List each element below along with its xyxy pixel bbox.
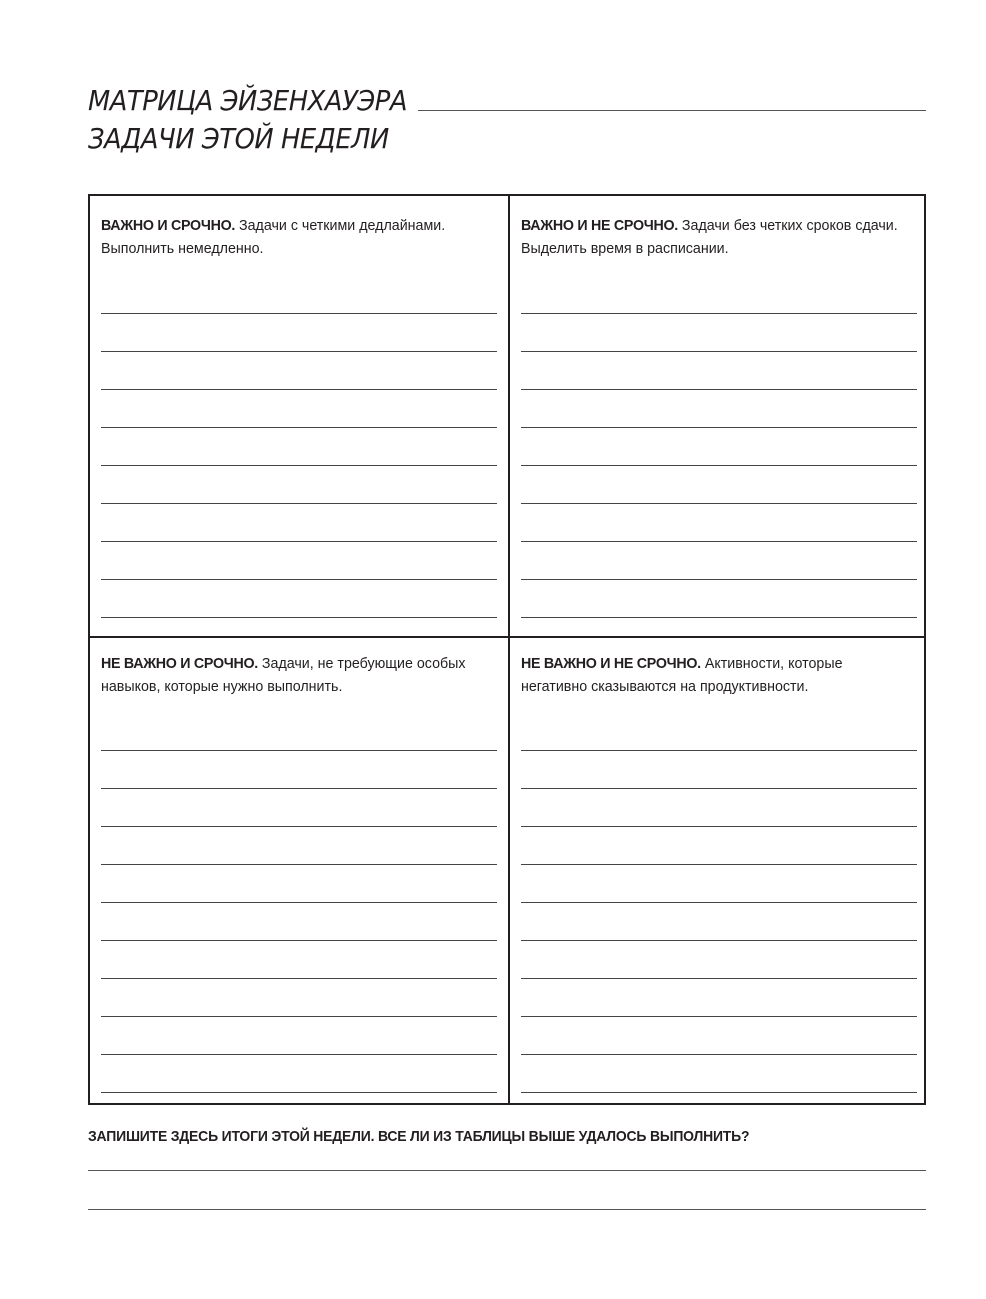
quadrant-description bbox=[101, 214, 491, 260]
quadrant-description bbox=[521, 652, 911, 698]
quadrant-heading: ВАЖНО И СРОЧНО. bbox=[101, 217, 236, 234]
quadrant-heading: НЕ ВАЖНО И НЕ СРОЧНО. bbox=[521, 655, 701, 672]
writing-lines bbox=[101, 713, 497, 1093]
writing-line[interactable] bbox=[521, 903, 917, 941]
writing-line[interactable] bbox=[521, 314, 917, 352]
eisenhower-matrix bbox=[88, 194, 926, 1105]
quadrant-text: Задачи без четких сроков сдачи. Выделить время в расписании. bbox=[521, 217, 898, 257]
writing-line[interactable] bbox=[101, 713, 497, 751]
writing-line[interactable] bbox=[101, 979, 497, 1017]
quadrant-description bbox=[521, 214, 911, 260]
writing-line[interactable] bbox=[521, 466, 917, 504]
quadrant-important-not-urgent bbox=[521, 214, 917, 260]
writing-line[interactable] bbox=[101, 314, 497, 352]
quadrant-not-important-not-urgent bbox=[521, 652, 917, 698]
title-underline[interactable] bbox=[418, 110, 926, 111]
writing-line[interactable] bbox=[521, 352, 917, 390]
writing-lines bbox=[101, 276, 497, 618]
quadrant-not-important-urgent bbox=[101, 652, 497, 698]
writing-line[interactable] bbox=[521, 504, 917, 542]
quadrant-heading: ВАЖНО И НЕ СРОЧНО. bbox=[521, 217, 678, 234]
quadrant-text: Задачи с четкими дедлайнами. Выполнить немедленно. bbox=[101, 217, 446, 257]
writing-line[interactable] bbox=[101, 751, 497, 789]
writing-line[interactable] bbox=[521, 827, 917, 865]
writing-line[interactable] bbox=[521, 865, 917, 903]
quadrant-text: Задачи, не требующие особых навыков, которые нужно выполнить. bbox=[101, 655, 466, 695]
writing-line[interactable] bbox=[101, 1017, 497, 1055]
writing-line[interactable] bbox=[521, 428, 917, 466]
writing-line[interactable] bbox=[521, 276, 917, 314]
page-subtitle: ЗАДАЧИ ЭТОЙ НЕДЕЛИ bbox=[88, 122, 389, 155]
matrix-vertical-divider bbox=[508, 196, 510, 1103]
writing-lines bbox=[521, 713, 917, 1093]
quadrant-heading: НЕ ВАЖНО И СРОЧНО. bbox=[101, 655, 258, 672]
writing-line[interactable] bbox=[101, 903, 497, 941]
quadrant-text: Активности, которые негативно сказываются на продуктивности. bbox=[521, 655, 843, 695]
writing-line[interactable] bbox=[521, 390, 917, 428]
writing-line[interactable] bbox=[101, 276, 497, 314]
writing-line[interactable] bbox=[101, 789, 497, 827]
writing-line[interactable] bbox=[521, 979, 917, 1017]
writing-line[interactable] bbox=[521, 713, 917, 751]
quadrant-description bbox=[101, 652, 491, 698]
writing-line[interactable] bbox=[101, 390, 497, 428]
summary-question: ЗАПИШИТЕ ЗДЕСЬ ИТОГИ ЭТОЙ НЕДЕЛИ. ВСЕ ЛИ ИЗ ТАБЛИЦЫ ВЫШЕ УДАЛОСЬ ВЫПОЛНИТЬ? bbox=[88, 1128, 750, 1145]
writing-line[interactable] bbox=[101, 428, 497, 466]
quadrant-important-urgent bbox=[101, 214, 497, 260]
writing-lines bbox=[521, 276, 917, 618]
writing-line[interactable] bbox=[521, 542, 917, 580]
writing-line[interactable] bbox=[101, 352, 497, 390]
writing-line[interactable] bbox=[521, 580, 917, 618]
writing-line[interactable] bbox=[521, 1055, 917, 1093]
writing-line[interactable] bbox=[101, 865, 497, 903]
writing-line[interactable] bbox=[101, 827, 497, 865]
writing-line[interactable] bbox=[101, 1055, 497, 1093]
summary-line[interactable] bbox=[88, 1170, 926, 1171]
summary-line[interactable] bbox=[88, 1209, 926, 1210]
writing-line[interactable] bbox=[101, 941, 497, 979]
matrix-horizontal-divider bbox=[90, 636, 924, 638]
writing-line[interactable] bbox=[521, 751, 917, 789]
page-title: МАТРИЦА ЭЙЗЕНХАУЭРА bbox=[88, 84, 407, 117]
writing-line[interactable] bbox=[101, 504, 497, 542]
writing-line[interactable] bbox=[101, 580, 497, 618]
writing-line[interactable] bbox=[521, 789, 917, 827]
writing-line[interactable] bbox=[521, 941, 917, 979]
writing-line[interactable] bbox=[101, 466, 497, 504]
writing-line[interactable] bbox=[101, 542, 497, 580]
writing-line[interactable] bbox=[521, 1017, 917, 1055]
